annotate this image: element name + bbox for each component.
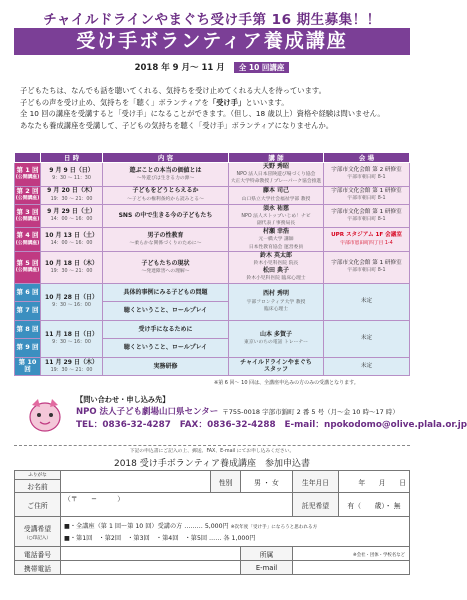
date-text: 10 月 28 日（日） xyxy=(45,293,98,301)
date-text: 10 月 18 日（木） xyxy=(45,259,98,267)
lecturer-title: NPO 法人ストップいじめ！ナビ xyxy=(241,213,311,219)
lecturer-name: 須永 祐慈 xyxy=(262,204,290,212)
time-text: 9：30 〜 11：30 xyxy=(52,175,91,181)
session-no: 第 5 回 xyxy=(16,259,39,268)
contact-block xyxy=(10,395,467,440)
content-text: 子どもたちの現状 xyxy=(141,259,190,267)
course-label-sub: （○印記入） xyxy=(24,535,51,541)
course-label xyxy=(15,517,61,547)
fax-number: FAX：0836-32-4288 xyxy=(179,420,276,430)
session-number xyxy=(15,204,41,228)
table-row xyxy=(15,251,410,283)
period-row xyxy=(0,61,424,75)
org-address: 〒755-0018 宇部市錦町 2 番 5 号（月〜金 10 時〜17 時） xyxy=(222,408,399,416)
content-text: 遊ぶことの本当の価値とは xyxy=(129,166,202,174)
content-sub: 〜外遊びは生きる力の源〜 xyxy=(136,175,195,181)
mobile-field[interactable] xyxy=(61,561,241,575)
venue-text: 宇部市文化会館 第 2 研修室 xyxy=(331,167,402,174)
birth-label: 生年月日 xyxy=(293,471,339,493)
lecturer-name: 藤本 司己 xyxy=(262,187,290,195)
form-row xyxy=(15,547,410,561)
session-no: 第 2 回 xyxy=(16,186,39,195)
venue-text: 宇部市文化会館 第 1 研修室 xyxy=(331,260,402,267)
address-label: ご住所 xyxy=(15,493,61,517)
lecturer-title: 日本性教育協会 運営委員 xyxy=(248,244,304,250)
intro-line: 子どもたちは、なんでも話を聴いてくれる、気持ちを受け止めてくれる大人を待っています。 xyxy=(20,86,326,95)
form-title: 2018 受け手ボランティア養成講座 参加申込書 xyxy=(113,459,311,469)
period-text: 2018 年 9 月〜 11 月 xyxy=(134,63,225,73)
lecturer-name: チャイルドラインやまぐち xyxy=(240,358,312,366)
time-text: 14：00 〜 16：00 xyxy=(50,217,93,223)
name-field[interactable] xyxy=(61,471,211,493)
session-number: 第 8 回 xyxy=(15,320,41,339)
session-lecturer xyxy=(229,283,324,320)
date-text: 10 月 13 日（土） xyxy=(45,231,98,239)
session-number xyxy=(15,186,41,204)
session-date xyxy=(41,357,103,376)
venue-address: 宇部市朝日町 8-1 xyxy=(347,196,386,202)
lecturer-title: 副代表 / 事務局長 xyxy=(256,221,296,227)
email-label: E-mail xyxy=(241,561,293,575)
session-date xyxy=(41,283,103,320)
date-text: 9 月 20 日（木） xyxy=(47,187,96,195)
content-text: 子どもをどうとらえるか xyxy=(132,187,199,195)
intro-line xyxy=(20,97,408,109)
venue-address: 宇部市朝日町 8-1 xyxy=(347,268,386,274)
tel-line xyxy=(76,417,467,430)
venue-address: 宇部市恩田町四丁目 1-4 xyxy=(340,240,393,246)
session-date xyxy=(41,320,103,357)
affiliation-label: 所属 xyxy=(241,547,293,561)
affiliation-note: ※会社・団体・学校名など xyxy=(353,553,405,558)
time-text: 19：30 〜 21：00 xyxy=(50,196,93,202)
form-row xyxy=(15,471,410,480)
session-date xyxy=(41,163,103,187)
lecturer-name: スタッフ xyxy=(263,365,288,373)
session-content: 受け手になるために xyxy=(103,320,229,339)
name-label: お名前 xyxy=(15,480,61,493)
time-text: 19：30 〜 21：00 xyxy=(50,367,93,373)
session-number xyxy=(15,163,41,187)
intro-emphasis: 「受け手」 xyxy=(208,97,246,107)
phone-field[interactable] xyxy=(61,547,241,561)
content-sub: 〜柔らかな関係づくりのために〜 xyxy=(129,241,202,247)
session-lecturer xyxy=(229,163,324,187)
session-lecturer xyxy=(229,357,324,376)
session-content xyxy=(103,186,229,204)
phone-label: 電話番号 xyxy=(15,547,61,561)
session-venue xyxy=(324,186,410,204)
session-venue xyxy=(324,228,410,252)
venue-text: 宇部市文化会館 第 1 研修室 xyxy=(331,187,402,194)
session-content: 聴くということ、ロールプレイ xyxy=(103,339,229,358)
form-row xyxy=(15,493,410,517)
intro-line: あなたも養成講座を受講して、子どもの気持ちを聴く「受け手」ボランティアになりませんか。 xyxy=(20,120,334,130)
session-venue xyxy=(324,204,410,228)
email-link[interactable]: E-mail：npokodomo@olive.plala.or.jp xyxy=(284,420,467,430)
course-option-full[interactable]: ■・全講座（第 1 回〜第 10 回）受講の方 ……… 5,000円 xyxy=(64,523,229,530)
course-label-text: 受講希望 xyxy=(23,524,52,533)
session-no: 第 3 回 xyxy=(16,207,39,216)
lecturer-name: 松田 典子 xyxy=(262,267,290,275)
intro-line: 全 10 回の講座を受講すると「受け手」になることができます。（但し、18 歳以上）資格や経験は問いません。 xyxy=(20,109,385,119)
session-tag: (公開講座) xyxy=(15,240,40,246)
lecturer-title: 元一橋大学 講師 xyxy=(258,237,294,243)
session-tag: (公開講座) xyxy=(15,268,40,274)
cut-line xyxy=(14,445,410,446)
session-lecturer xyxy=(229,320,324,357)
mobile-label: 携帯電話 xyxy=(15,561,61,575)
course-option-note: ※次年度「受け手」になろうと思われる方 xyxy=(230,525,318,530)
lecturer-title xyxy=(229,196,323,203)
birth-field[interactable]: 年 月 日 xyxy=(339,471,410,493)
session-content: 聴くということ、ロールプレイ xyxy=(103,302,229,321)
session-number: 第 6 回 xyxy=(15,283,41,302)
time-text: 9：30 〜 16：00 xyxy=(52,303,91,309)
childcare-field[interactable]: 有（ 歳）・ 無 xyxy=(339,493,410,517)
venue-text: 宇部市文化会館 第 1 研修室 xyxy=(331,208,402,215)
form-row xyxy=(15,561,410,575)
course-options[interactable] xyxy=(61,517,410,547)
venue-address: 宇部市朝日町 8-1 xyxy=(347,216,386,222)
session-venue: 未定 xyxy=(324,357,410,376)
page-title: 受け手ボランティア養成講座 xyxy=(14,28,410,55)
lecturer-name: 西村 秀明 xyxy=(262,290,290,298)
lecturer-title: 大正大学特命教授 / プレーパーク協会推進 xyxy=(230,179,322,185)
session-venue: 未定 xyxy=(324,283,410,320)
intro-span: 子どもの声を受け止め、気持ちを「聴く」ボランティアを xyxy=(20,97,209,107)
table-row xyxy=(15,186,410,204)
session-date xyxy=(41,251,103,283)
content-text: SNS の中で生きる今の子どもたち xyxy=(118,211,213,219)
table-row xyxy=(15,163,410,187)
table-row xyxy=(15,204,410,228)
lecturer-title: 鈴木小児科医院 臨床心理士 xyxy=(246,276,306,282)
session-number: 第 9 回 xyxy=(15,339,41,358)
session-number: 第 7 回 xyxy=(15,302,41,321)
org-line xyxy=(76,405,399,417)
lecturer-title: 東京いのちの電話 トレーナー xyxy=(244,340,308,346)
session-number xyxy=(15,228,41,252)
session-no: 第 1 回 xyxy=(16,166,39,175)
venue-text: UPR スタジアム 1F 会議室 xyxy=(331,232,402,239)
session-lecturer xyxy=(229,186,324,204)
schedule-table xyxy=(14,152,410,376)
org-name: NPO 法人子ども劇場山口県センター xyxy=(76,407,219,417)
date-text: 11 月 29 日（木） xyxy=(45,358,98,366)
lecturer-title: 宇部フロンティア大学 教授 xyxy=(246,299,306,305)
content-sub: 〜子どもの権利条約から読みとる〜 xyxy=(127,196,204,202)
session-content xyxy=(103,163,229,187)
session-number: 第 10 回 xyxy=(15,357,41,376)
lecturer-name: 山本 多賀子 xyxy=(259,330,293,338)
session-tag: (公開講座) xyxy=(15,196,40,202)
session-content: 実務研修 xyxy=(103,357,229,376)
intro-span: といいます。 xyxy=(245,97,289,107)
footnote: ※第 6 回〜 10 回は、全講座申込みの方のみの受講となります。 xyxy=(214,380,359,386)
session-date xyxy=(41,204,103,228)
time-text: 14：00 〜 16：00 xyxy=(50,241,93,247)
table-row xyxy=(15,357,410,376)
lecturer-title: 鈴木小児科医院 院長 xyxy=(253,261,299,267)
session-venue: 未定 xyxy=(324,320,410,357)
header-cell-date: 日 時 xyxy=(41,153,103,163)
lecturer-name: 村瀬 幸浩 xyxy=(262,228,290,236)
date-text: 9 月 9 日（日） xyxy=(49,166,94,174)
session-number xyxy=(15,251,41,283)
session-lecturer xyxy=(229,204,324,228)
cut-note: 下記の申込書にご記入の上、郵送、FAX、E-mail にてお申し込みください。 xyxy=(129,449,295,454)
date-text: 9 月 29 日（土） xyxy=(47,208,96,216)
session-lecturer xyxy=(229,251,324,283)
session-date xyxy=(41,186,103,204)
lecturer-title: 臨床心理士 xyxy=(264,306,288,312)
mascot-icon xyxy=(18,395,72,435)
session-date xyxy=(41,228,103,252)
session-content xyxy=(103,204,229,228)
session-content xyxy=(103,251,229,283)
time-text: 19：30 〜 21：00 xyxy=(50,268,93,274)
header-cell-no xyxy=(15,153,41,163)
session-content: 具体的事例にみる子どもの問題 xyxy=(103,283,229,302)
header-cell-venue: 会 場 xyxy=(324,153,410,163)
gender-select[interactable]: 男 ・ 女 xyxy=(241,471,293,493)
lecturer-title-part: 山口県立大学社会福祉学部 xyxy=(241,196,300,202)
address-field[interactable]: （〒 − ） xyxy=(61,493,293,517)
content-text: 男子の性教育 xyxy=(147,231,184,239)
intro-text xyxy=(20,85,408,131)
sessions-badge: 全 10 回講座 xyxy=(234,62,290,73)
session-venue xyxy=(324,251,410,283)
session-content xyxy=(103,228,229,252)
lecturer-name: 鈴木 英太郎 xyxy=(259,251,293,259)
tagline: チャイルドラインやまぐち受け手第 16 期生募集！！ xyxy=(43,12,381,28)
schedule-header-row xyxy=(15,153,410,163)
lecturer-name: 天野 秀昭 xyxy=(262,163,290,170)
lecturer-title: NPO 法人日本冒険遊び場づくり協会 xyxy=(236,172,316,178)
session-lecturer xyxy=(229,228,324,252)
session-no: 第 4 回 xyxy=(16,231,39,240)
furigana-label: ふりがな xyxy=(15,471,61,480)
time-text: 9：30 〜 16：00 xyxy=(52,340,91,346)
header-cell-lecturer: 講 師 xyxy=(229,153,324,163)
course-option-single[interactable]: ■・第1回 ・第2回 ・第3回 ・第4回 ・第5回 …… 各 1,000円 xyxy=(64,535,256,542)
date-text: 11 月 18 日（日） xyxy=(45,330,98,338)
content-sub: 〜発達障害への理解〜 xyxy=(141,268,190,274)
gender-label: 性別 xyxy=(211,471,241,493)
childcare-label: 託児希望 xyxy=(293,493,339,517)
table-row xyxy=(15,320,410,339)
session-tag: (公開講座) xyxy=(15,175,40,181)
lecturer-title-part: 教授 xyxy=(300,196,311,202)
email-field[interactable] xyxy=(293,561,410,575)
tel-number: TEL：0836-32-4287 xyxy=(76,420,171,430)
venue-address: 宇部市朝日町 8-1 xyxy=(347,175,386,181)
affiliation-field[interactable] xyxy=(293,547,410,561)
form-row xyxy=(15,517,410,547)
contact-heading: 【問い合わせ・申し込み先】 xyxy=(76,395,170,404)
table-row xyxy=(15,228,410,252)
table-row xyxy=(15,283,410,302)
session-venue xyxy=(324,163,410,187)
session-tag: (公開講座) xyxy=(15,216,40,222)
application-form xyxy=(14,470,410,575)
header-cell-content: 内 容 xyxy=(103,153,229,163)
